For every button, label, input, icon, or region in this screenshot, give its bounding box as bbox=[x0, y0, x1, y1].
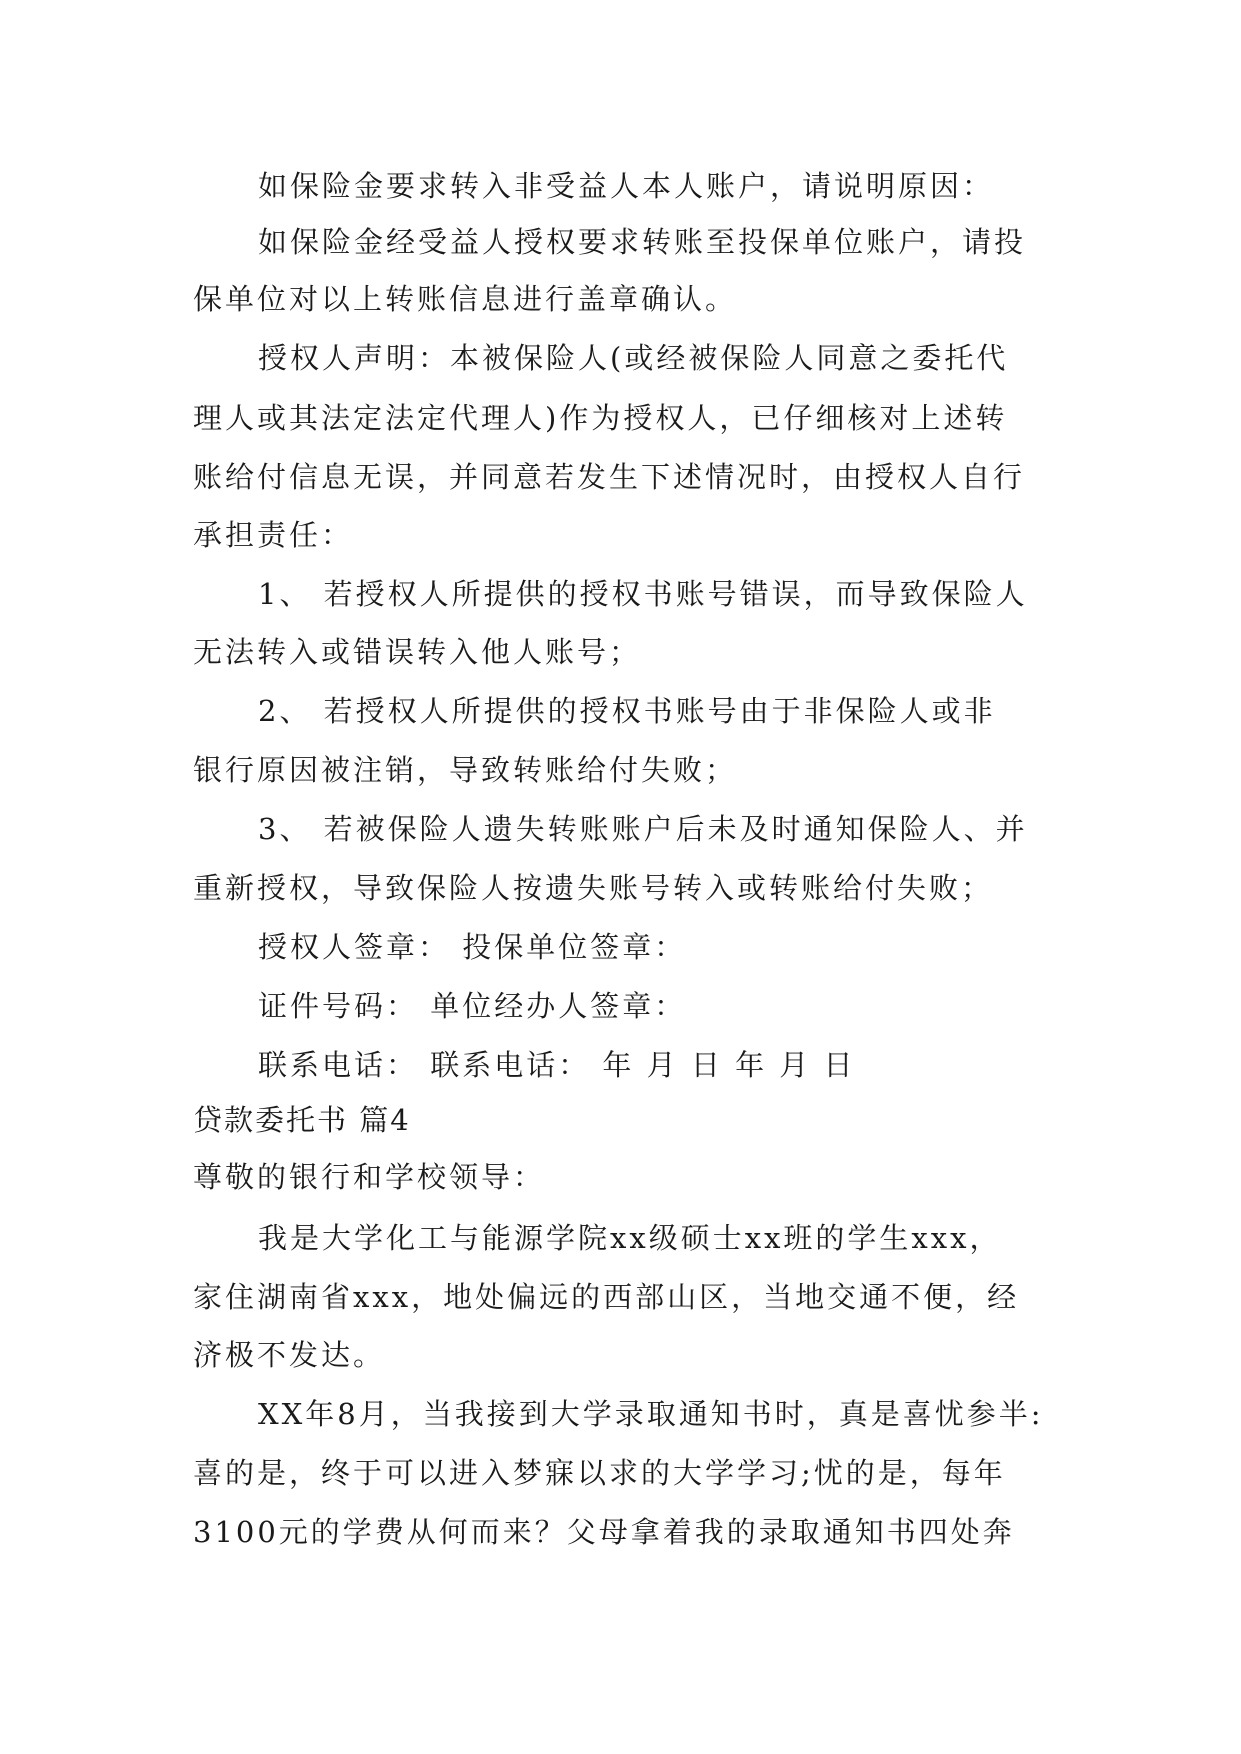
paragraph-line: XX年8月，当我接到大学录取通知书时，真是喜忧参半: bbox=[258, 1397, 1044, 1431]
paragraph-line: 我是大学化工与能源学院xx级硕士xx班的学生xxx， bbox=[258, 1221, 1002, 1255]
paragraph-line: 3100元的学费从何而来？父母拿着我的录取通知书四处奔 bbox=[193, 1515, 1015, 1549]
signature-line: 联系电话： 联系电话： 年 月 日 年 月 日 bbox=[258, 1048, 856, 1082]
paragraph-line: 喜的是，终于可以进入梦寐以求的大学学习;忧的是，每年 bbox=[193, 1456, 1006, 1490]
signature-line: 授权人签章： 投保单位签章： bbox=[258, 930, 687, 964]
salutation: 尊敬的银行和学校领导： bbox=[193, 1160, 546, 1194]
paragraph-line: 保单位对以上转账信息进行盖章确认。 bbox=[193, 282, 738, 316]
paragraph-line: 账给付信息无误，并同意若发生下述情况时，由授权人自行 bbox=[193, 460, 1026, 494]
list-item: 2、 若授权人所提供的授权书账号由于非保险人或非 bbox=[258, 694, 996, 728]
paragraph-line: 家住湖南省xxx，地处偏远的西部山区，当地交通不便，经 bbox=[193, 1280, 1020, 1314]
paragraph-line: 理人或其法定法定代理人)作为授权人，已仔细核对上述转 bbox=[193, 401, 1008, 435]
section-heading: 贷款委托书 篇4 bbox=[193, 1103, 411, 1137]
paragraph-line: 济极不发达。 bbox=[193, 1338, 386, 1372]
paragraph-line: 授权人声明：本被保险人(或经被保险人同意之委托代 bbox=[258, 341, 1009, 375]
signature-line: 证件号码： 单位经办人签章： bbox=[258, 989, 687, 1023]
paragraph-line: 如保险金要求转入非受益人本人账户，请说明原因： bbox=[258, 169, 995, 203]
list-item: 1、 若授权人所提供的授权书账号错误，而导致保险人 bbox=[258, 577, 1028, 611]
paragraph-line: 银行原因被注销，导致转账给付失败； bbox=[193, 753, 738, 787]
paragraph-line: 重新授权，导致保险人按遗失账号转入或转账给付失败； bbox=[193, 871, 994, 905]
list-item: 3、 若被保险人遗失转账账户后未及时通知保险人、并 bbox=[258, 812, 1028, 846]
paragraph-line: 无法转入或错误转入他人账号； bbox=[193, 635, 642, 669]
paragraph-line: 承担责任： bbox=[193, 518, 354, 552]
paragraph-line: 如保险金经受益人授权要求转账至投保单位账户，请投 bbox=[258, 225, 1027, 259]
